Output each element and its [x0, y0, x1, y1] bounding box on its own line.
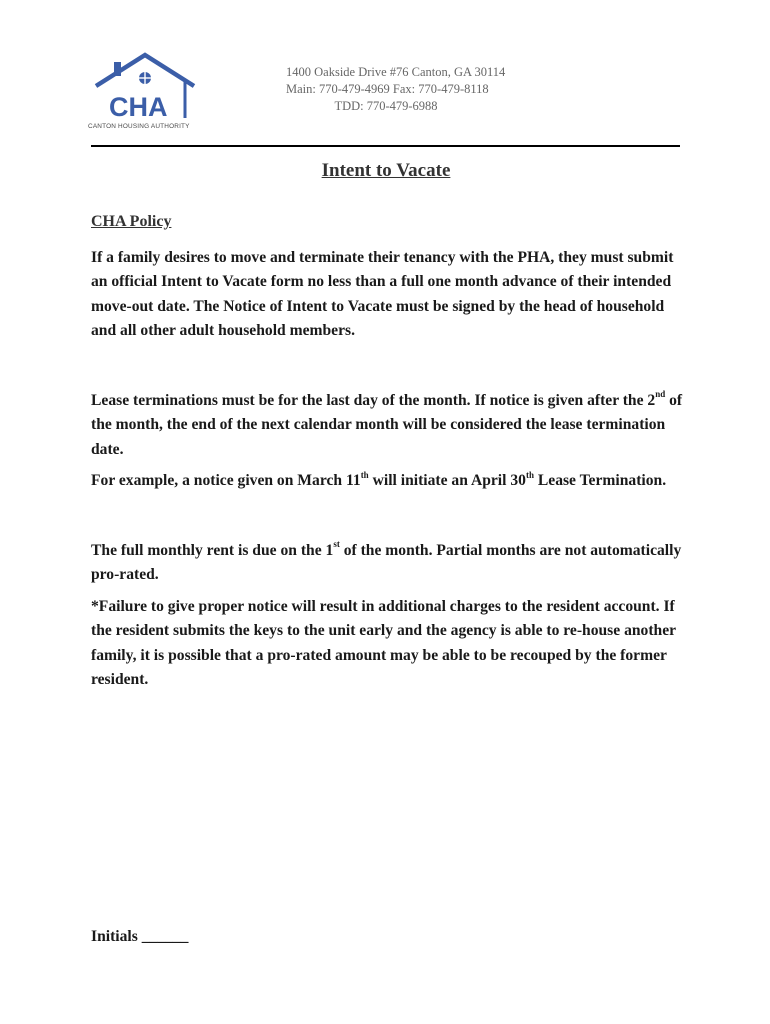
- logo-caption: CANTON HOUSING AUTHORITY: [88, 123, 190, 130]
- title-row: [0, 160, 770, 182]
- logo-letters: CHA: [109, 92, 168, 122]
- page-title: Intent to Vacate: [321, 160, 451, 181]
- document-body: [91, 210, 683, 693]
- failure-notice-paragraph: *Failure to give proper notice will result in additional charges to the resident account. If the resident submits the keys to the unit early and the agency is able to re-house another family, it is possible that a pro-rated amount may be able to be recouped by the former resident.: [91, 597, 676, 688]
- cha-logo: [88, 50, 206, 134]
- phone-line: Main: 770-479-4969 Fax: 770-479-8118: [286, 82, 489, 96]
- tdd-line: TDD: 770-479-6988: [334, 99, 438, 113]
- rent-paragraph: The full monthly rent is due on the 1st of the month. Partial months are not automatically pro-rated.: [91, 539, 682, 583]
- header-divider: [91, 145, 680, 147]
- example-paragraph: For example, a notice given on March 11th will initiate an April 30th Lease Termination.: [91, 469, 667, 489]
- policy-heading: CHA Policy: [91, 213, 172, 230]
- intent-paragraph: If a family desires to move and terminate their tenancy with the PHA, they must submit an official Intent to Vacate form no less than a full one month advance of their intended move-out date. The Notice of Intent to Vacate must be signed by the head of household and all other adult household members.: [91, 248, 674, 339]
- address-line: 1400 Oakside Drive #76 Canton, GA 30114: [286, 65, 506, 79]
- house-logo-icon: [88, 50, 206, 122]
- address-block: [286, 64, 506, 115]
- initials-field[interactable]: Initials ______: [91, 928, 189, 945]
- lease-termination-paragraph: Lease terminations must be for the last day of the month. If notice is given after the 2nd of the month, the end of the next calendar month will be considered the lease termination date.: [91, 389, 683, 458]
